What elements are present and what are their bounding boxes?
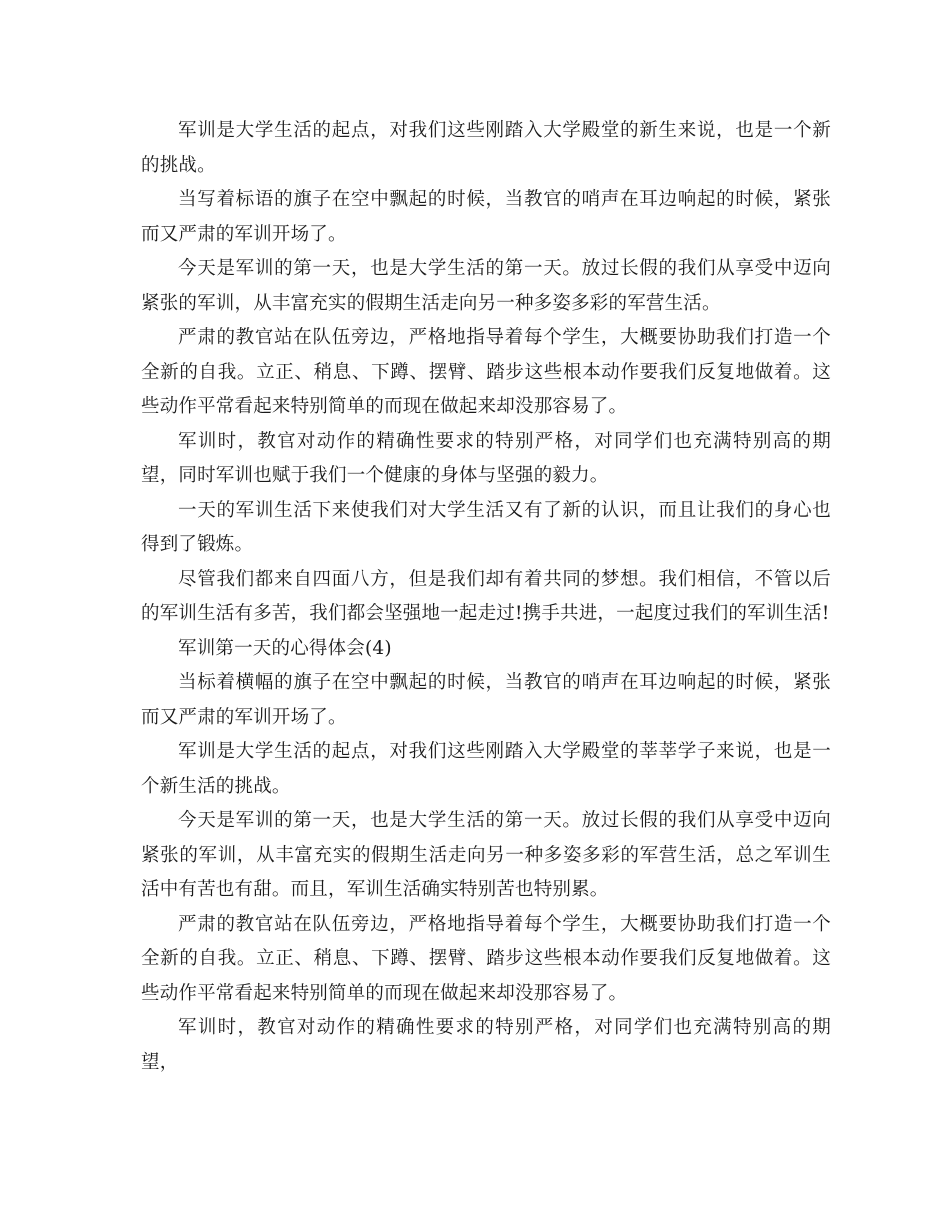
section-title: 军训第一天的心得体会(4) <box>178 637 392 659</box>
paragraph: 今天是军训的第一天，也是大学生活的第一天。放过长假的我们从享受中迈向紧张的军训，从丰富充实的假期生活走向另一种多姿多彩的军营生活，总之军训生活中有苦也有甜。而且，军训生活确实特别苦也特别累。 <box>141 810 831 900</box>
paragraph: 当写着标语的旗子在空中飘起的时候，当教官的哨声在耳边响起的时候，紧张而又严肃的军训开场了。 <box>141 189 831 245</box>
document-body <box>141 114 831 1080</box>
paragraph: 军训是大学生活的起点，对我们这些刚踏入大学殿堂的莘莘学子来说，也是一个新生活的挑战。 <box>141 741 831 797</box>
paragraph: 军训是大学生活的起点，对我们这些刚踏入大学殿堂的新生来说，也是一个新的挑战。 <box>141 120 831 176</box>
paragraph: 军训时，教官对动作的精确性要求的特别严格，对同学们也充满特别高的期望，同时军训也赋于我们一个健康的身体与坚强的毅力。 <box>141 430 831 486</box>
paragraph: 今天是军训的第一天，也是大学生活的第一天。放过长假的我们从享受中迈向紧张的军训，从丰富充实的假期生活走向另一种多姿多彩的军营生活。 <box>141 258 831 314</box>
paragraph: 军训时，教官对动作的精确性要求的特别严格，对同学们也充满特别高的期望， <box>141 1017 831 1073</box>
paragraph: 一天的军训生活下来使我们对大学生活又有了新的认识，而且让我们的身心也得到了锻炼。 <box>141 499 831 555</box>
paragraph: 严肃的教官站在队伍旁边，严格地指导着每个学生，大概要协助我们打造一个全新的自我。立正、稍息、下蹲、摆臂、踏步这些根本动作要我们反复地做着。这些动作平常看起来特别简单的而现在做起来却没那容易了。 <box>141 913 831 1004</box>
paragraph: 当标着横幅的旗子在空中飘起的时候，当教官的哨声在耳边响起的时候，紧张而又严肃的军训开场了。 <box>141 672 831 728</box>
paragraph: 严肃的教官站在队伍旁边，严格地指导着每个学生，大概要协助我们打造一个全新的自我。立正、稍息、下蹲、摆臂、踏步这些根本动作要我们反复地做着。这些动作平常看起来特别简单的而现在做起来却没那容易了。 <box>141 327 831 417</box>
paragraph: 尽管我们都来自四面八方，但是我们却有着共同的梦想。我们相信，不管以后的军训生活有多苦，我们都会坚强地一起走过!携手共进，一起度过我们的军训生活! <box>141 568 831 624</box>
